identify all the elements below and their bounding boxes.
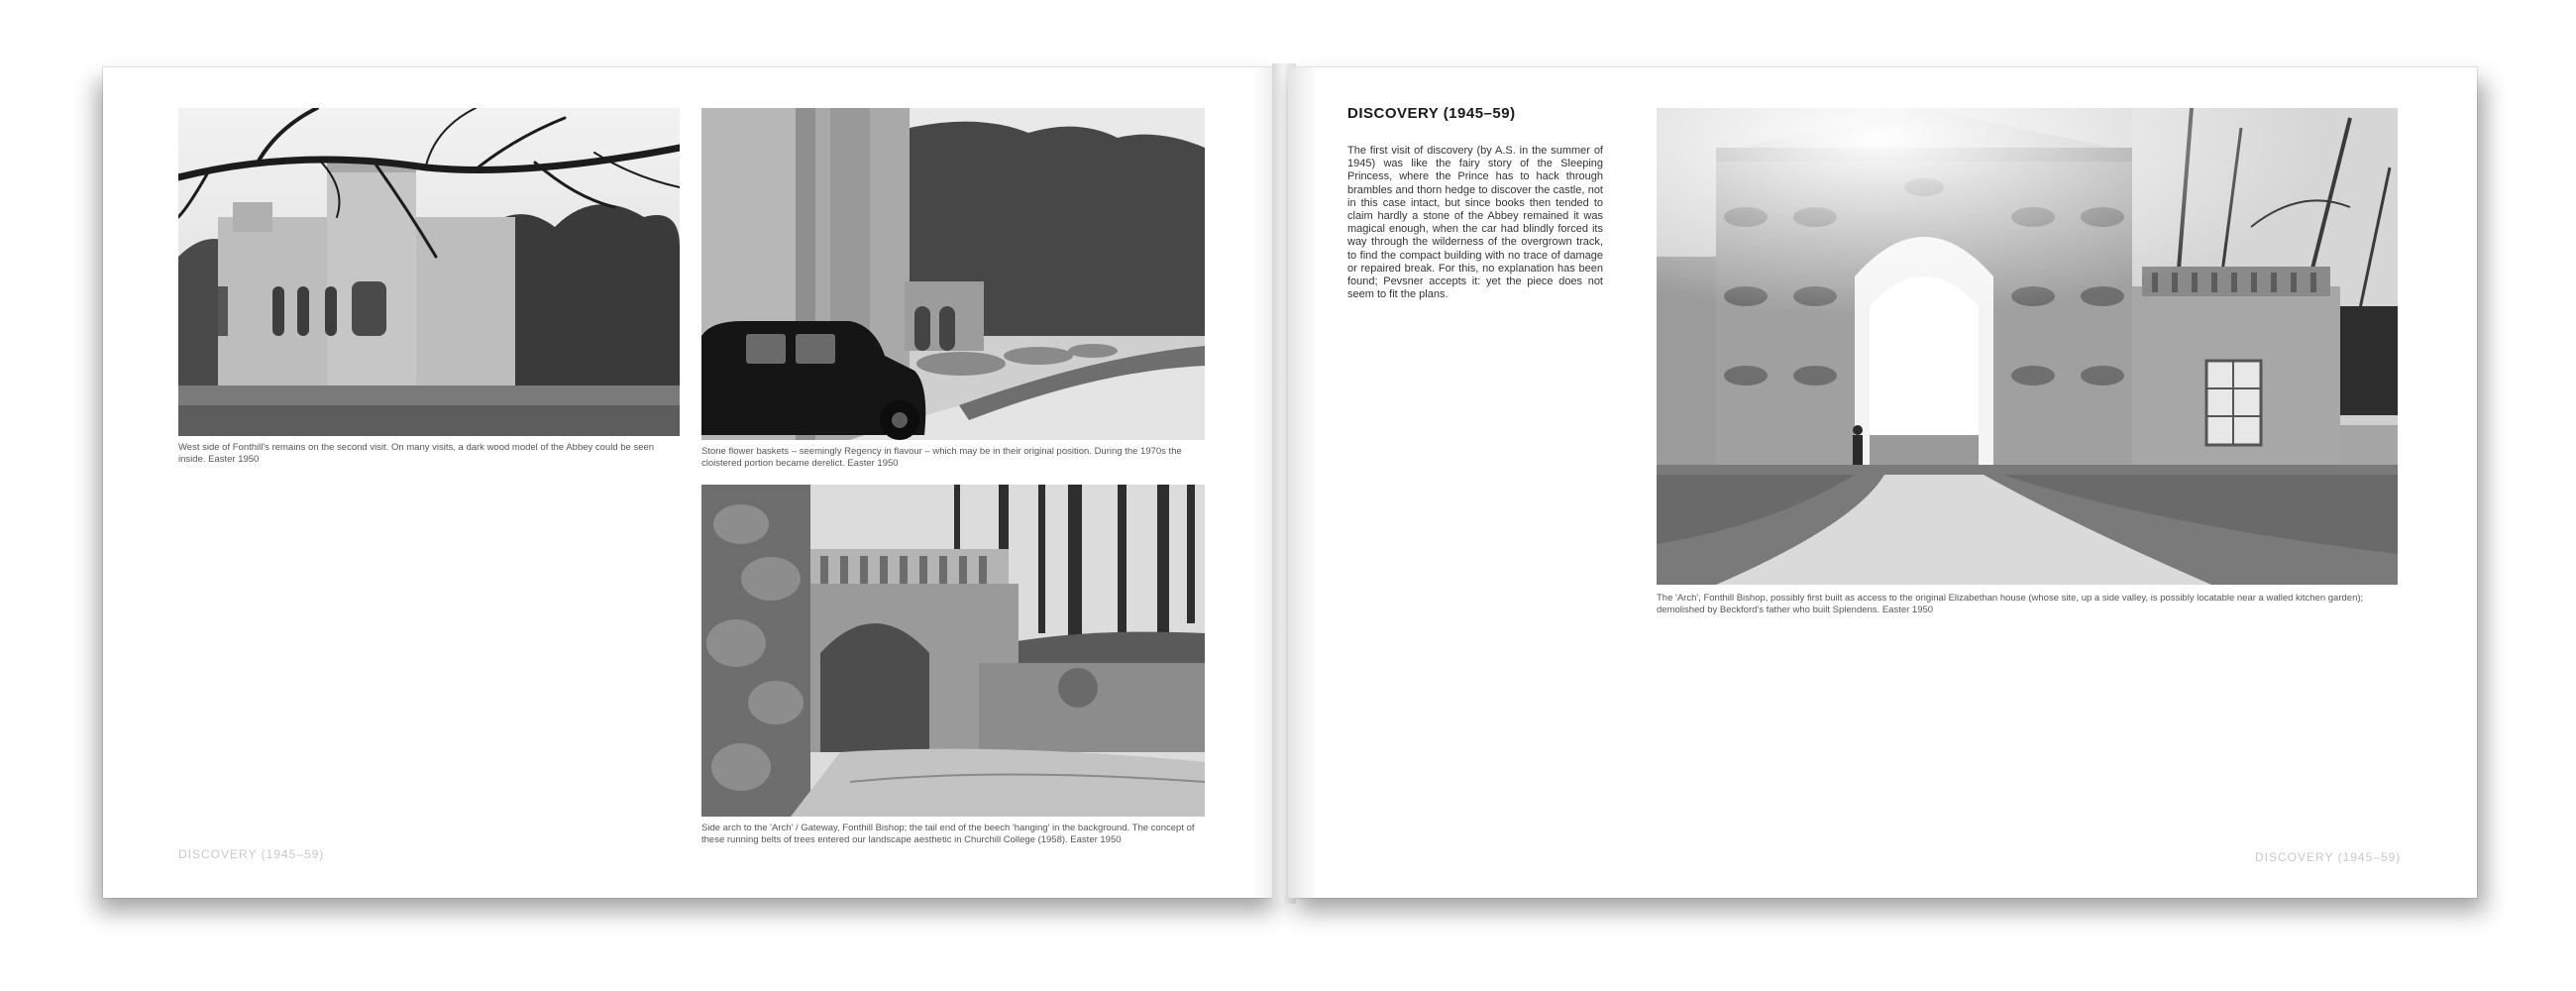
photo-fonthill-west-side bbox=[178, 108, 680, 436]
left-page bbox=[103, 67, 1280, 898]
photo-caption: West side of Fonthill's remains on the second visit. On many visits, a dark wood model of the Abbey could be seen inside. Easter 1950 bbox=[178, 442, 655, 465]
photo-caption: Side arch to the 'Arch' / Gateway, Fonthill Bishop; the tail end of the beech 'hanging' in the background. The concept of these running belts of trees entered our landscape aesthetic in Churchill College (1958). Easter 1950 bbox=[701, 823, 1195, 845]
right-page bbox=[1288, 67, 2477, 898]
photo-side-arch-gateway bbox=[701, 485, 1205, 817]
section-heading: DISCOVERY (1945–59) bbox=[1347, 105, 1516, 122]
running-footer: DISCOVERY (1945–59) bbox=[2255, 850, 2402, 864]
photo-caption: The 'Arch', Fonthill Bishop, possibly first built as access to the original Elizabethan house (whose site, up a side valley, is possibly locatable near a walled kitchen garden); demolished by Beckford's father who built Splendens. Easter 1950 bbox=[1657, 593, 2364, 615]
running-footer: DISCOVERY (1945–59) bbox=[178, 847, 325, 861]
photo-caption: Stone flower baskets – seemingly Regency in flavour – which may be in their original position. During the 1970s the cloistered portion became derelict. Easter 1950 bbox=[701, 446, 1182, 469]
photo-stone-flower-baskets bbox=[701, 108, 1205, 440]
body-text: The first visit of discovery (by A.S. in the summer of 1945) was like the fairy story of the Sleeping Princess, where the Prince has to hack through brambles and thorn hedge to discover the castle, not in this case intact, but since books then tended to claim hardly a stone of the Abbey remained it was magical enough, when the car had blindly forced its way through the wilderness of the overgrown track, to find the compact building with no trace of damage or repaired break. For this, no explanation has been found; Pevsner accepts it: yet the piece does not seem to fit the plans. bbox=[1347, 145, 1603, 301]
photo-the-arch-fonthill-bishop bbox=[1657, 108, 2398, 585]
